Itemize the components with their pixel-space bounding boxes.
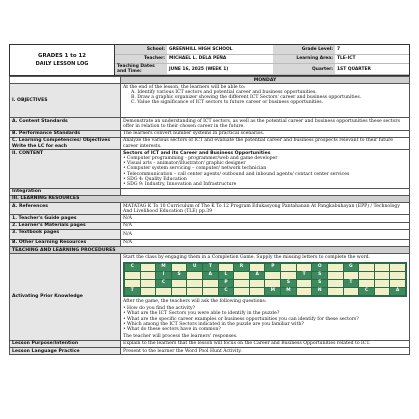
- school-value: GREENHILL HIGH SCHOOL: [167, 45, 273, 55]
- blank-letter-cell: [187, 271, 203, 279]
- letter-cell: C: [156, 279, 172, 287]
- lesson-language-text: Present to the learner the Word Pool Hunt Activity.: [121, 348, 410, 355]
- other-resources-value: N/A: [121, 239, 410, 246]
- blank-letter-cell: [328, 263, 344, 272]
- letter-cell: P: [265, 263, 281, 272]
- letter-grid-row: [124, 279, 406, 287]
- blank-letter-cell: [249, 279, 265, 287]
- learning-competencies-text: Analyze the various sectors of ICT and evaluate the potential career and business prospects relevant to their future career interests.: [121, 137, 410, 149]
- question-item: • How do you find the activity?: [123, 306, 407, 311]
- teachers-guide-label: 1. Teacher's Guide pages: [10, 215, 121, 222]
- teacher-value: MICHAEL L. DELA PEÑA: [167, 55, 273, 65]
- blank-letter-cell: [187, 279, 203, 287]
- blank-letter-cell: [249, 263, 265, 272]
- blank-letter-cell: [296, 287, 312, 296]
- blank-letter-cell: [281, 271, 297, 279]
- blank-letter-cell: [374, 287, 390, 296]
- grade-value: 7: [335, 45, 409, 55]
- blank-letter-cell: [124, 279, 140, 287]
- performance-standards-label: B. Performance Standards: [10, 130, 121, 137]
- letter-cell: T: [203, 263, 219, 272]
- teacher-label: Teacher:: [115, 55, 167, 65]
- letter-cell: M: [156, 263, 172, 272]
- letter-cell: A: [390, 287, 406, 296]
- content-item: • Computer system servicing – computer/ network technician: [123, 166, 407, 171]
- letter-cell: P: [218, 279, 234, 287]
- letter-cell: C: [359, 287, 375, 296]
- activating-prior-knowledge-label: Activating Prior Knowledge: [10, 254, 121, 341]
- blank-letter-cell: [390, 263, 406, 272]
- blank-letter-cell: [171, 279, 187, 287]
- letter-grid-row: [124, 263, 406, 272]
- letter-cell: N: [312, 287, 328, 296]
- blank-letter-cell: [374, 263, 390, 272]
- prior-after: After the game, the teachers will ask the following questions:: [123, 298, 267, 304]
- blank-letter-cell: [374, 271, 390, 279]
- lesson-language-label: Lesson Language Practice: [10, 348, 121, 355]
- letter-cell: I: [156, 271, 172, 279]
- teachers-guide-value: N/A: [121, 215, 410, 222]
- objectives-cell: [121, 84, 410, 118]
- textbook-label: 3. Textbook pages: [10, 229, 121, 239]
- blank-letter-cell: [218, 263, 234, 272]
- activating-prior-knowledge-cell: [121, 254, 410, 341]
- blank-letter-cell: [171, 287, 187, 296]
- blank-letter-cell: [234, 271, 250, 279]
- performance-standards-text: The learners convert number systems in practical scenarios.: [121, 130, 410, 137]
- prior-intro: Start the class by engaging them in a Completion Game. Supply the missing letters to complete the word.: [123, 254, 371, 260]
- header-info-grid: [115, 45, 409, 75]
- references-label: A. References: [10, 203, 121, 215]
- blank-letter-cell: [359, 279, 375, 287]
- prior-closing: The teacher will process the learners' responses.: [123, 334, 238, 340]
- blank-letter-cell: [140, 263, 156, 272]
- blank-letter-cell: [328, 271, 344, 279]
- blank-letter-cell: [343, 271, 359, 279]
- letter-cell: T: [124, 287, 140, 296]
- school-label: School:: [115, 45, 167, 55]
- grades-label: GRADES 1 to 12: [38, 53, 86, 59]
- blank-letter-cell: [203, 279, 219, 287]
- blank-letter-cell: [156, 287, 172, 296]
- blank-letter-cell: [328, 279, 344, 287]
- blank-letter-cell: [359, 263, 375, 272]
- header-block: [9, 44, 410, 76]
- learning-competencies-label: C. Learning Competencies/ Objectives Write the LC for each: [10, 137, 121, 149]
- date-value: JUNE 16, 2025 (WEEK 1): [167, 64, 273, 75]
- letter-cell: A: [203, 271, 219, 279]
- blank-letter-cell: [171, 263, 187, 272]
- integration-cell: [121, 188, 410, 195]
- quarter-label: Quarter:: [273, 64, 335, 75]
- letter-cell: C: [218, 287, 234, 296]
- content-standards-label: A. Content Standards: [10, 118, 121, 130]
- blank-letter-cell: [343, 287, 359, 296]
- letter-cell: S: [281, 279, 297, 287]
- daily-lesson-log: [9, 44, 410, 355]
- content-label: II. CONTENT: [10, 150, 121, 188]
- procedures-heading: TEACHING AND LEARNING PROCEDURES: [10, 247, 410, 254]
- blank-letter-cell: [265, 271, 281, 279]
- blank-letter-cell: [390, 279, 406, 287]
- content-title: Sectors of ICT and its Career and Business Opportunities: [123, 150, 271, 156]
- letter-cell: M: [281, 287, 297, 296]
- blank-letter-cell: [328, 287, 344, 296]
- blank-letter-cell: [296, 263, 312, 272]
- letter-cell: G: [343, 263, 359, 272]
- content-standards-text: Demonstrate an understanding of ICT sectors, as well as the potential career and business opportunities these sectors offer in relation to their chosen career in the future.: [121, 118, 410, 130]
- objective-item: A. Identify various ICT sectors and potential career and business opportunities.: [131, 89, 317, 95]
- area-label: Learning Area:: [273, 55, 335, 65]
- content-cell: [121, 150, 410, 188]
- day-spacer: [10, 77, 121, 84]
- letter-cell: M: [265, 287, 281, 296]
- letter-cell: U: [187, 263, 203, 272]
- lesson-purpose-text: Explain to the learners that the lesson will focus on the Career and Business Opportunities related to ICT.: [121, 340, 410, 347]
- content-item: • Computer programming - programmer/web and game developer: [123, 156, 407, 161]
- blank-letter-cell: [140, 287, 156, 296]
- learners-materials-label: 2. Learner's Materials pages: [10, 222, 121, 229]
- lesson-purpose-label: Lesson Purpose/Intention: [10, 340, 121, 347]
- objectives-intro: At the end of the lesson, the learners will be able to:: [123, 84, 246, 90]
- integration-label: Integration: [10, 188, 121, 195]
- quarter-value: 1ST QUARTER: [335, 64, 409, 75]
- question-item: • What are the specific career examples or business opportunities you can identify for these sectors?: [123, 317, 407, 322]
- grade-label: Grade Level:: [273, 45, 335, 55]
- letter-cell: C: [124, 263, 140, 272]
- header-title-cell: [10, 45, 115, 75]
- question-item: • What are the ICT Sectors you were able to identify in the puzzle?: [123, 311, 407, 316]
- question-item: • What do these sectors have in common?: [123, 327, 407, 332]
- resources-heading: III. LEARNING RESOURCES: [10, 195, 410, 202]
- objectives-label: I. OBJECTIVES: [10, 84, 121, 118]
- objective-item: C. Value the significance of ICT sectors to future career or business opportunities.: [131, 100, 324, 106]
- letter-cell: O: [312, 263, 328, 272]
- blank-letter-cell: [249, 287, 265, 296]
- letter-cell: S: [312, 279, 328, 287]
- blank-letter-cell: [281, 263, 297, 272]
- letter-cell: L: [218, 271, 234, 279]
- objective-item: B. Draw a graphic organizer showing the different ICT Sectors' career and business opportunities.: [131, 95, 362, 101]
- sdg-item: • SDG 9: Industry, Innovation and Infrastructure: [123, 182, 407, 187]
- blank-letter-cell: [296, 279, 312, 287]
- blank-letter-cell: [203, 287, 219, 296]
- completion-game-grid: [123, 262, 407, 297]
- sdg-item: • SDG 4: Quality Education: [123, 177, 407, 182]
- content-item: • Telecommunication – call center agents/ outbound and inbound agents/ contact center services: [123, 172, 407, 177]
- letter-cell: T: [296, 271, 312, 279]
- dll-label: DAILY LESSON LOG: [35, 61, 89, 67]
- area-value: TLE-ICT: [335, 55, 409, 65]
- blank-letter-cell: [124, 271, 140, 279]
- question-item: • Which among the ICT Sectors indicated in the puzzle are you familiar with?: [123, 322, 407, 327]
- lesson-table: [9, 76, 410, 355]
- references-text: MATATAG K To 10 Curriculum of The K To 12 Program Edukasyong Pantahanan At Pangkabuhayan (EPP) / Technology And Livelihood Education (TLE) pp.39: [121, 203, 410, 215]
- blank-letter-cell: [140, 279, 156, 287]
- blank-letter-cell: [234, 287, 250, 296]
- textbook-value: N/A: [121, 229, 410, 239]
- content-item: • Visual arts – animator/illustrator/ graphic designer: [123, 161, 407, 166]
- letter-grid-row: [124, 271, 406, 279]
- letter-grid-row: [124, 287, 406, 296]
- letter-cell: T: [343, 279, 359, 287]
- letter-cell: A: [249, 271, 265, 279]
- blank-letter-cell: [359, 271, 375, 279]
- other-resources-label: B. Other Learning Resources: [10, 239, 121, 246]
- letter-cell: R: [234, 263, 250, 272]
- letter-cell: S: [312, 271, 328, 279]
- day-header: MONDAY: [121, 77, 410, 84]
- blank-letter-cell: [234, 279, 250, 287]
- blank-letter-cell: [140, 271, 156, 279]
- learners-materials-value: N/A: [121, 222, 410, 229]
- date-label: Teaching Dates and Time:: [115, 64, 167, 75]
- letter-cell: S: [171, 271, 187, 279]
- blank-letter-cell: [265, 279, 281, 287]
- blank-letter-cell: [390, 271, 406, 279]
- blank-letter-cell: [187, 287, 203, 296]
- blank-letter-cell: [374, 279, 390, 287]
